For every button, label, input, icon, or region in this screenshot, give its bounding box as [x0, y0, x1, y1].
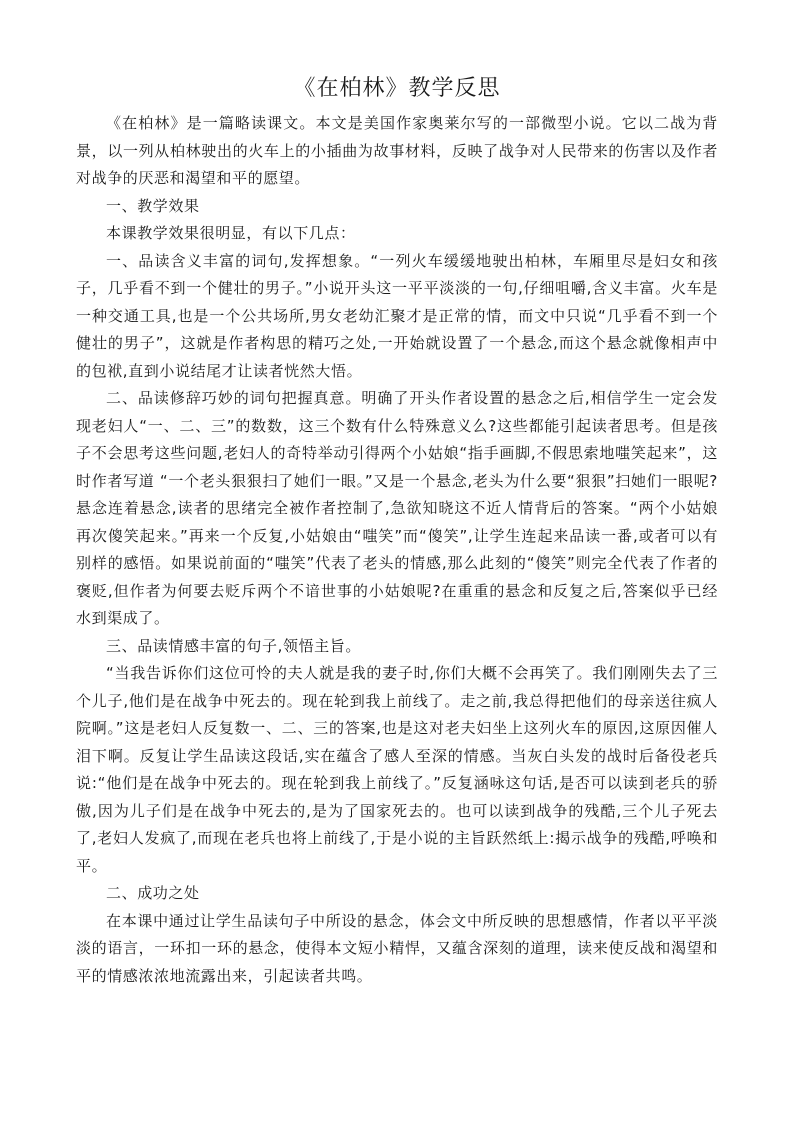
document-page — [76, 72, 718, 990]
document-title: 《在柏林》教学反思 — [293, 76, 501, 101]
intro-paragraph: 《在柏林》是一篇略读课文。本文是美国作家奥莱尔写的一部微型小说。它以二战为背景，以一列从柏林驶出的火车上的小插曲为故事材料，反映了战争对人民带来的伤害以及作者对战争的厌恶和渴望和平的愿望。 — [76, 114, 718, 187]
effect-summary-paragraph: 本课教学效果很明显，有以下几点： — [106, 224, 356, 242]
point-three-heading: 三、品读情感丰富的句子,领悟主旨。 — [106, 636, 361, 655]
point-two-paragraph: 二、品读修辞巧妙的词句把握真意。明确了开头作者设置的悬念之后,相信学生一定会发现老妇人“一、二、三”的数数，这三个数有什么特殊意义么?这些都能引起读者思考。但是孩子不会思考这些问题,老妇人的奇特举动引得两个小姑娘“指手画脚,不假思索地嗤笑起来”，这时作者写道 “一个老头狠狠扫了她们一眼。”又是一个悬念,老头为什么要“狠狠”扫她们一眼呢?悬念连着悬念,读者的思绪完全被作者控制了,急欲知晓这不近人情背后的答案。“两个小姑娘再次傻笑起来。”再来一个反复,小姑娘由“嗤笑”而“傻笑”,让学生连起来品读一番,或者可以有别样的感悟。如果说前面的“嗤笑”代表了老头的情感,那么此刻的“傻笑”则完全代表了作者的褒贬,但作者为何要去贬斥两个不谙世事的小姑娘呢?在重重的悬念和反复之后,答案似乎已经水到渠成了。 — [76, 389, 718, 627]
section-heading-success: 二、成功之处 — [106, 884, 200, 902]
success-paragraph: 在本课中通过让学生品读句子中所设的悬念，体会文中所反映的思想感情，作者以平平淡淡的语言，一环扣一环的悬念，使得本文短小精悍，又蕴含深刻的道理，读来使反战和渴望和平的情感浓浓地流露出来，引起读者共鸣。 — [76, 911, 718, 985]
point-three-paragraph: “当我告诉你们这位可怜的夫人就是我的妻子时,你们大概不会再笑了。我们刚刚失去了三个儿子,他们是在战争中死去的。现在轮到我上前线了。走之前,我总得把他们的母亲送往疯人院啊。”这是老妇人反复数一、二、三的答案,也是这对老夫妇坐上这列火车的原因,这原因催人泪下啊。反复让学生品读这段话,实在蕴含了感人至深的情感。当灰白头发的战时后备役老兵说:“他们是在战争中死去的。现在轮到我上前线了。”反复涵咏这句话,是否可以读到老兵的骄傲,因为儿子们是在战争中死去的,是为了国家死去的。也可以读到战争的残酷,三个儿子死去了,老妇人发疯了,而现在老兵也将上前线了,于是小说的主旨跃然纸上:揭示战争的残酷,呼唤和平。 — [76, 664, 718, 875]
section-heading-teaching-effect: 一、教学效果 — [106, 196, 200, 215]
point-one-paragraph: 一、品读含义丰富的词句,发挥想象。“一列火车缓缓地驶出柏林，车厢里尽是妇女和孩子，几乎看不到一个健壮的男子。”小说开头这一平平淡淡的一句,仔细咀嚼,含义丰富。火车是一种交通工具,也是一个公共场所,男女老幼汇聚才是正常的情，而文中只说“几乎看不到一个健壮的男子”，这就是作者构思的精巧之处,一开始就设置了一个悬念,而这个悬念就像相声中的包袱,直到小说结尾才让读者恍然大悟。 — [76, 251, 718, 380]
